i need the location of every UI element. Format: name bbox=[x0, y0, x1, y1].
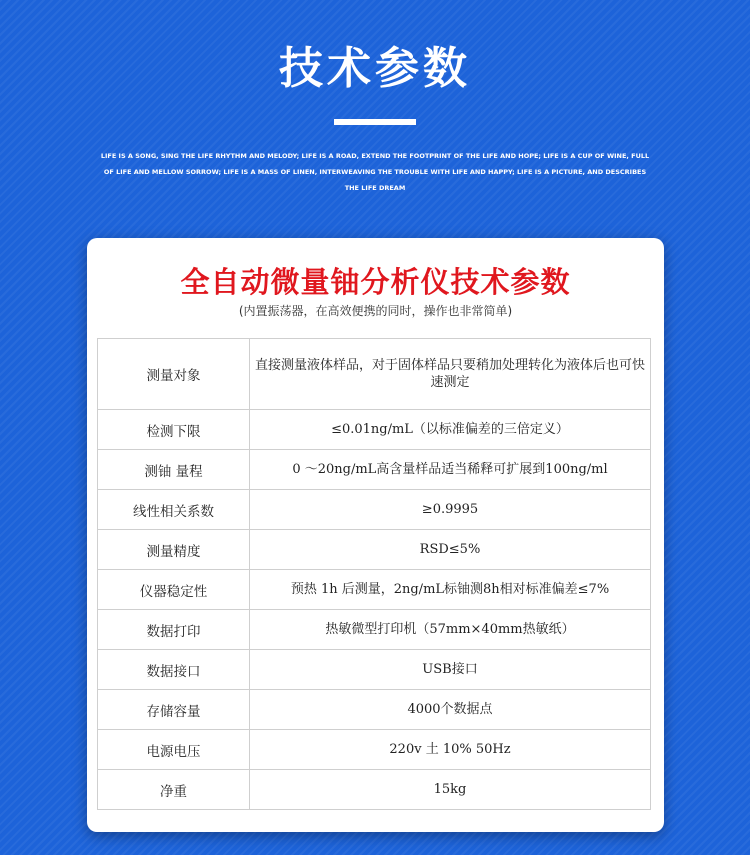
spec-value: USB接口 bbox=[250, 650, 651, 690]
table-row bbox=[98, 339, 651, 410]
spec-label: 测铀 量程 bbox=[98, 450, 250, 490]
spec-value: RSD≤5% bbox=[250, 530, 651, 570]
spec-label: 仪器稳定性 bbox=[98, 570, 250, 610]
spec-value: ≥0.9995 bbox=[250, 490, 651, 530]
spec-label: 测量精度 bbox=[98, 530, 250, 570]
spec-label: 数据打印 bbox=[98, 610, 250, 650]
table-row bbox=[98, 490, 651, 530]
table-row bbox=[98, 690, 651, 730]
table-row bbox=[98, 610, 651, 650]
spec-label: 测量对象 bbox=[98, 339, 250, 410]
spec-label: 数据接口 bbox=[98, 650, 250, 690]
spec-label: 净重 bbox=[98, 770, 250, 810]
card-subtitle: (内置振荡器，在高效便携的同时，操作也非常简单) bbox=[238, 304, 513, 318]
page-title: 技术参数 bbox=[279, 43, 471, 94]
spec-value: 220v 土 10% 50Hz bbox=[250, 730, 651, 770]
spec-label: 检测下限 bbox=[98, 410, 250, 450]
title-underline bbox=[334, 119, 416, 125]
spec-label: 电源电压 bbox=[98, 730, 250, 770]
spec-value: 直接测量液体样品，对于固体样品只要稍加处理转化为液体后也可快速测定 bbox=[250, 339, 651, 410]
spec-table bbox=[97, 338, 651, 810]
table-row bbox=[98, 450, 651, 490]
spec-value: 预热 1h 后测量，2ng/mL标铀测8h相对标准偏差≤7% bbox=[250, 570, 651, 610]
spec-value: 0 ～20ng/mL高含量样品适当稀释可扩展到100ng/ml bbox=[250, 450, 651, 490]
spec-label: 线性相关系数 bbox=[98, 490, 250, 530]
spec-value: 15kg bbox=[250, 770, 651, 810]
spec-value: 4000个数据点 bbox=[250, 690, 651, 730]
spec-value: 热敏微型打印机（57mm×40mm热敏纸） bbox=[250, 610, 651, 650]
tagline-text: LIFE IS A SONG, SING THE LIFE RHYTHM AND MELODY; LIFE IS A ROAD, EXTEND THE FOOTPRINT OF THE LIFE AND HOPE; LIFE IS A CUP OF WINE, FULL OF LIFE AND MELLOW SORROW; LIFE IS A MASS OF LINEN, INTERWEAVING THE TROUBLE WITH LIFE AND HAPPY; LIFE IS A PICTURE, AND DESCRIBES THE LIFE DREAM bbox=[100, 152, 650, 192]
spec-label: 存储容量 bbox=[98, 690, 250, 730]
table-row bbox=[98, 530, 651, 570]
spec-value: ≤0.01ng/mL（以标准偏差的三倍定义） bbox=[250, 410, 651, 450]
table-row bbox=[98, 570, 651, 610]
spec-card bbox=[87, 238, 664, 832]
table-row bbox=[98, 770, 651, 810]
table-row bbox=[98, 730, 651, 770]
card-title: 全自动微量铀分析仪技术参数 bbox=[180, 265, 571, 299]
table-row bbox=[98, 410, 651, 450]
table-row bbox=[98, 650, 651, 690]
